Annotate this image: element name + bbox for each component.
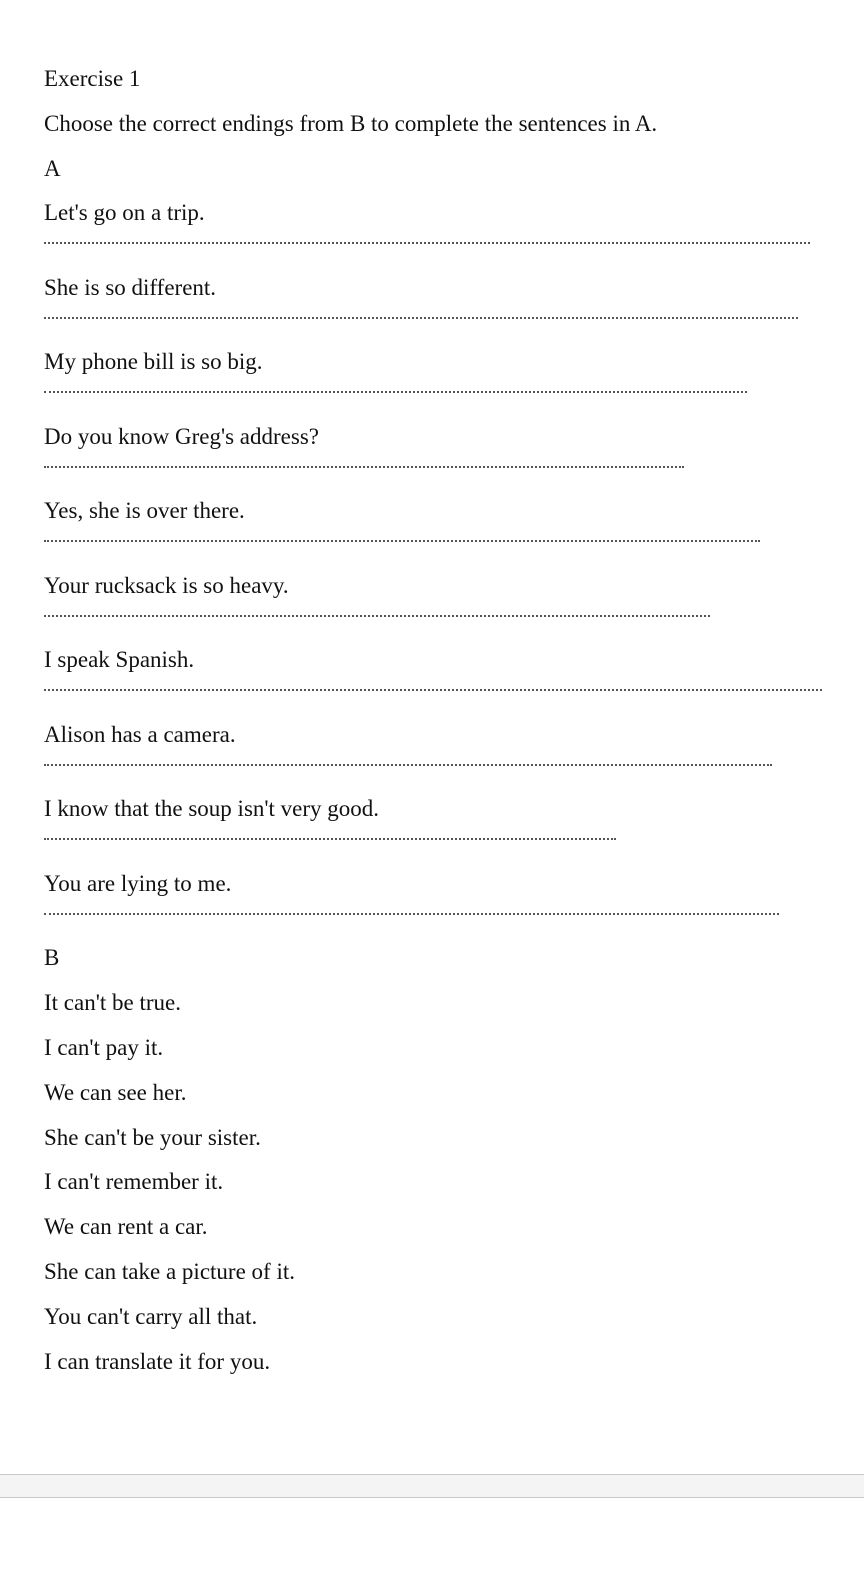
ending-b-9: I can translate it for you.: [44, 1348, 271, 1374]
answer-blank-2[interactable]: [44, 303, 844, 333]
exercise-instruction: Choose the correct endings from B to complete the sentences in A.: [44, 110, 658, 136]
list-item: [44, 422, 844, 482]
list-item: [44, 198, 844, 258]
section-a-heading: A: [44, 155, 61, 181]
list-item: [44, 571, 844, 631]
sentence-a-10: You are lying to me.: [44, 870, 232, 896]
answer-blank-6[interactable]: [44, 601, 844, 631]
list-item: [44, 645, 844, 705]
answer-blank-3[interactable]: [44, 377, 844, 407]
document-body: [44, 64, 844, 1391]
sentence-a-7: I speak Spanish.: [44, 647, 195, 673]
exercise-title: Exercise 1: [44, 66, 141, 91]
ending-b-5: I can't remember it.: [44, 1169, 224, 1195]
sentence-a-5: Yes, she is over there.: [44, 498, 245, 524]
list-item: [44, 496, 844, 556]
section-a-list: [44, 198, 844, 929]
answer-blank-5[interactable]: [44, 526, 844, 556]
list-item: [44, 869, 844, 929]
section-b-list: [44, 988, 844, 1376]
answer-blank-1[interactable]: [44, 228, 844, 258]
ending-b-1: It can't be true.: [44, 990, 181, 1016]
sentence-a-9: I know that the soup isn't very good.: [44, 796, 380, 822]
ending-b-3: We can see her.: [44, 1079, 187, 1105]
sentence-a-4: Do you know Greg's address?: [44, 423, 319, 449]
list-item: [44, 347, 844, 407]
answer-blank-8[interactable]: [44, 750, 844, 780]
ending-b-6: We can rent a car.: [44, 1214, 208, 1240]
page-separator-bar: [0, 1474, 864, 1498]
sentence-a-8: Alison has a camera.: [44, 721, 236, 747]
answer-blank-10[interactable]: [44, 899, 844, 929]
ending-b-7: She can take a picture of it.: [44, 1258, 295, 1284]
sentence-a-3: My phone bill is so big.: [44, 349, 263, 375]
ending-b-4: She can't be your sister.: [44, 1124, 261, 1150]
list-item: [44, 273, 844, 333]
ending-b-2: I can't pay it.: [44, 1034, 164, 1060]
answer-blank-7[interactable]: [44, 675, 844, 705]
sentence-a-6: Your rucksack is so heavy.: [44, 572, 289, 598]
answer-blank-9[interactable]: [44, 824, 844, 854]
section-b-heading: B: [44, 945, 60, 971]
sentence-a-1: Let's go on a trip.: [44, 200, 205, 226]
answer-blank-4[interactable]: [44, 452, 844, 482]
sentence-a-2: She is so different.: [44, 274, 217, 300]
ending-b-8: You can't carry all that.: [44, 1303, 258, 1329]
list-item: [44, 720, 844, 780]
list-item: [44, 794, 844, 854]
